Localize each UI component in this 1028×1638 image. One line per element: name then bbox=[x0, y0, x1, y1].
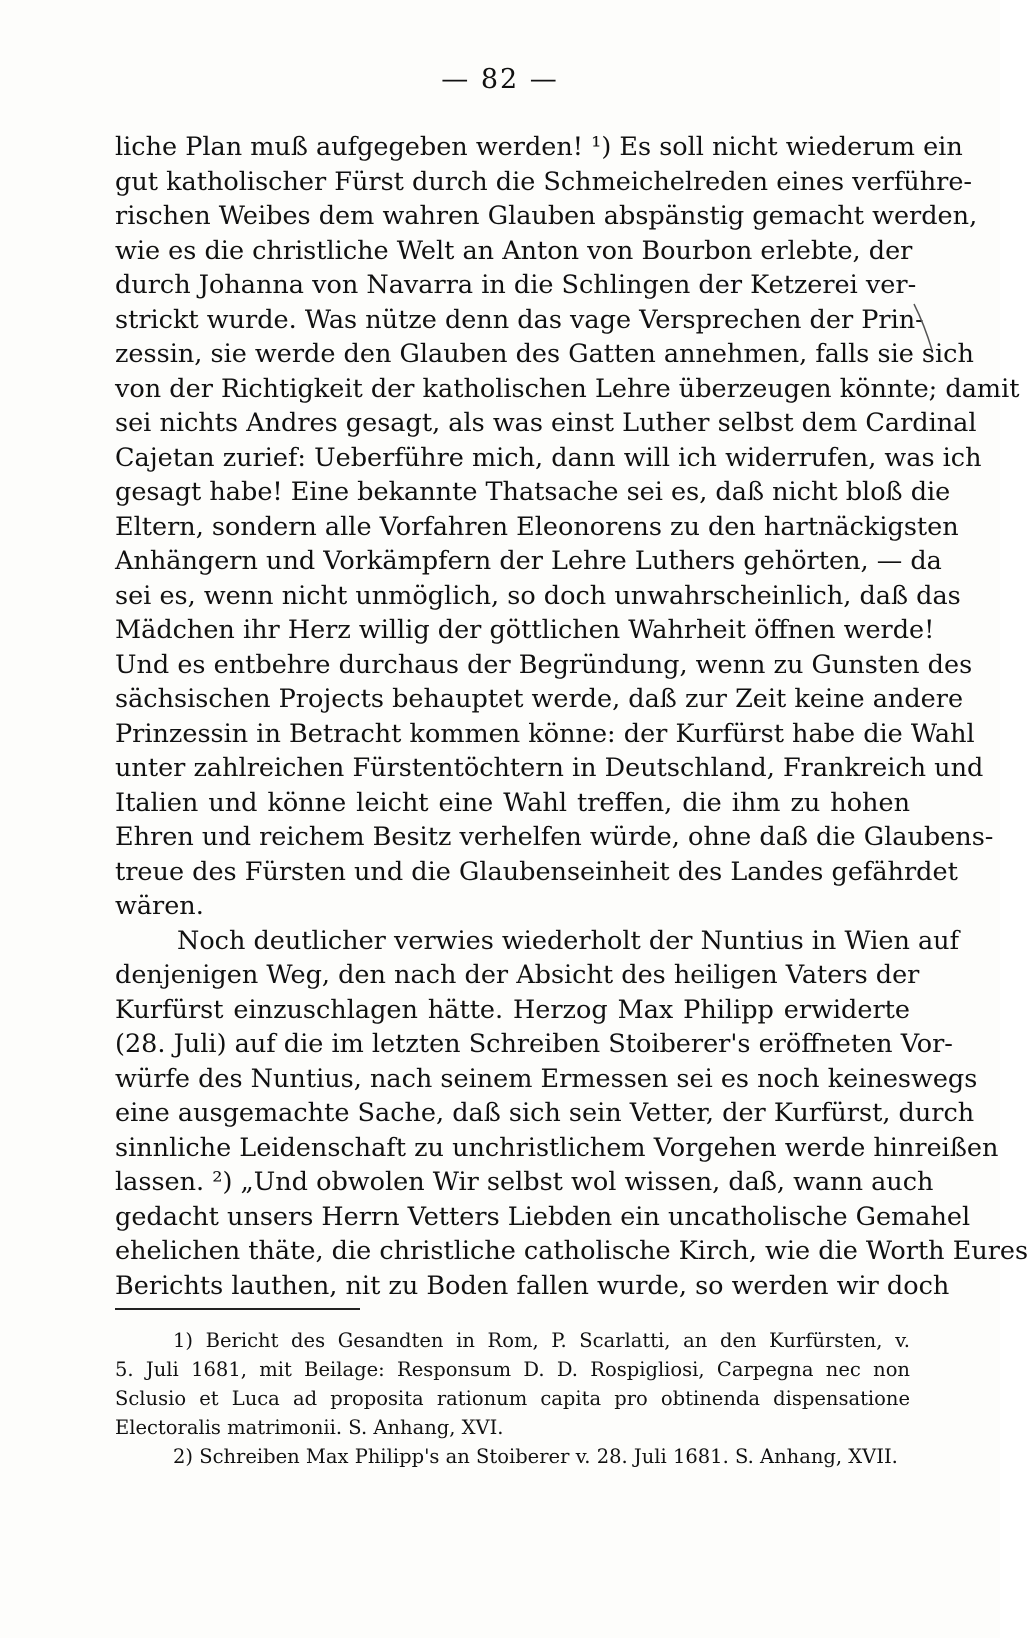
paragraph-end-line: wären. bbox=[115, 891, 204, 921]
page-number: — 82 — bbox=[441, 64, 559, 95]
text-line: (28. Juli) auf die im letzten Schreiben Stoiberer's eröffneten Vor- bbox=[115, 1029, 953, 1059]
text-line: denjenigen Weg, den nach der Absicht des heiligen Vaters der bbox=[115, 960, 920, 990]
text-line: strickt wurde. Was nütze denn das vage Versprechen der Prin- bbox=[115, 304, 924, 335]
text-line: Mädchen ihr Herz willig der göttlichen Wahrheit öffnen werde! bbox=[115, 615, 935, 645]
text-line: Eltern, sondern alle Vorfahren Eleonorens zu den hartnäckigsten bbox=[115, 511, 959, 542]
text-line: Anhängern und Vorkämpfern der Lehre Luthers gehörten, — da bbox=[115, 546, 942, 576]
text-line: gesagt habe! Eine bekannte Thatsache sei es, daß nicht bloß die bbox=[115, 477, 951, 507]
text-line: von der Richtigkeit der katholischen Lehre überzeugen könnte; damit bbox=[115, 373, 1020, 404]
footnote-line: 1) Bericht des Gesandten in Rom, P. Scarlatti, an den Kurfürsten, v. bbox=[173, 1329, 910, 1352]
text-line: durch Johanna von Navarra in die Schlingen der Ketzerei ver- bbox=[115, 270, 917, 300]
text-line: Und es entbehre durchaus der Begründung, wenn zu Gunsten des bbox=[115, 649, 973, 680]
text-line: würfe des Nuntius, nach seinem Ermessen sei es noch keineswegs bbox=[115, 1063, 978, 1094]
text-line: wie es die christliche Welt an Anton von Bourbon erlebte, der bbox=[115, 235, 913, 266]
text-line: sinnliche Leidenschaft zu unchristlichem Vorgehen werde hinreißen bbox=[115, 1132, 999, 1163]
text-line: Cajetan zurief: Ueberführe mich, dann will ich widerrufen, was ich bbox=[115, 442, 982, 473]
paragraph-start-line: Noch deutlicher verwies wiederholt der Nuntius in Wien auf bbox=[177, 925, 960, 956]
text-line: gut katholischer Fürst durch die Schmeichelreden eines verführe- bbox=[115, 166, 973, 197]
text-line: liche Plan muß aufgegeben werden! ¹) Es soll nicht wiederum ein bbox=[115, 132, 963, 162]
text-line: sächsischen Projects behauptet werde, daß zur Zeit keine andere bbox=[115, 684, 964, 714]
margin-pencil-mark bbox=[912, 302, 936, 354]
footnotes bbox=[115, 1326, 910, 1471]
footnote-divider bbox=[115, 1308, 360, 1310]
text-line: Berichts lauthen, nit zu Boden fallen wurde, so werden wir doch bbox=[115, 1270, 950, 1301]
text-line: eine ausgemachte Sache, daß sich sein Vetter, der Kurfürst, durch bbox=[115, 1098, 975, 1128]
text-line: lassen. ²) „Und obwolen Wir selbst wol wissen, daß, wann auch bbox=[115, 1167, 934, 1197]
text-line: ehelichen thäte, die christliche catholische Kirch, wie die Worth Eures bbox=[115, 1236, 1028, 1266]
text-line: treue des Fürsten und die Glaubenseinheit des Landes gefährdet bbox=[115, 856, 958, 887]
text-line: unter zahlreichen Fürstentöchtern in Deutschland, Frankreich und bbox=[115, 753, 984, 783]
footnote-line: 5. Juli 1681, mit Beilage: Responsum D. D. Rospigliosi, Carpegna nec non bbox=[115, 1358, 910, 1381]
footnote-line: Electoralis matrimonii. S. Anhang, XVI. bbox=[115, 1416, 504, 1439]
text-line: Ehren und reichem Besitz verhelfen würde, ohne daß die Glaubens- bbox=[115, 822, 994, 852]
text-line: Kurfürst einzuschlagen hätte. Herzog Max Philipp erwiderte bbox=[115, 994, 910, 1025]
text-line: Italien und könne leicht eine Wahl treffen, die ihm zu hohen bbox=[115, 787, 910, 818]
text-line: gedacht unsers Herrn Vetters Liebden ein uncatholische Gemahel bbox=[115, 1201, 971, 1232]
text-line: Prinzessin in Betracht kommen könne: der Kurfürst habe die Wahl bbox=[115, 718, 975, 749]
text-line: rischen Weibes dem wahren Glauben abspänstig gemacht werden, bbox=[115, 201, 978, 231]
text-line: zessin, sie werde den Glauben des Gatten annehmen, falls sie sich bbox=[115, 339, 974, 369]
text-line: sei es, wenn nicht unmöglich, so doch unwahrscheinlich, daß das bbox=[115, 580, 961, 611]
text-line: sei nichts Andres gesagt, als was einst Luther selbst dem Cardinal bbox=[115, 408, 977, 438]
footnote-line: 2) Schreiben Max Philipp's an Stoiberer v. 28. Juli 1681. S. Anhang, XVII. bbox=[173, 1445, 898, 1468]
footnote-line: Sclusio et Luca ad proposita rationum capita pro obtinenda dispensatione bbox=[115, 1387, 910, 1410]
body-text bbox=[115, 130, 1028, 1303]
